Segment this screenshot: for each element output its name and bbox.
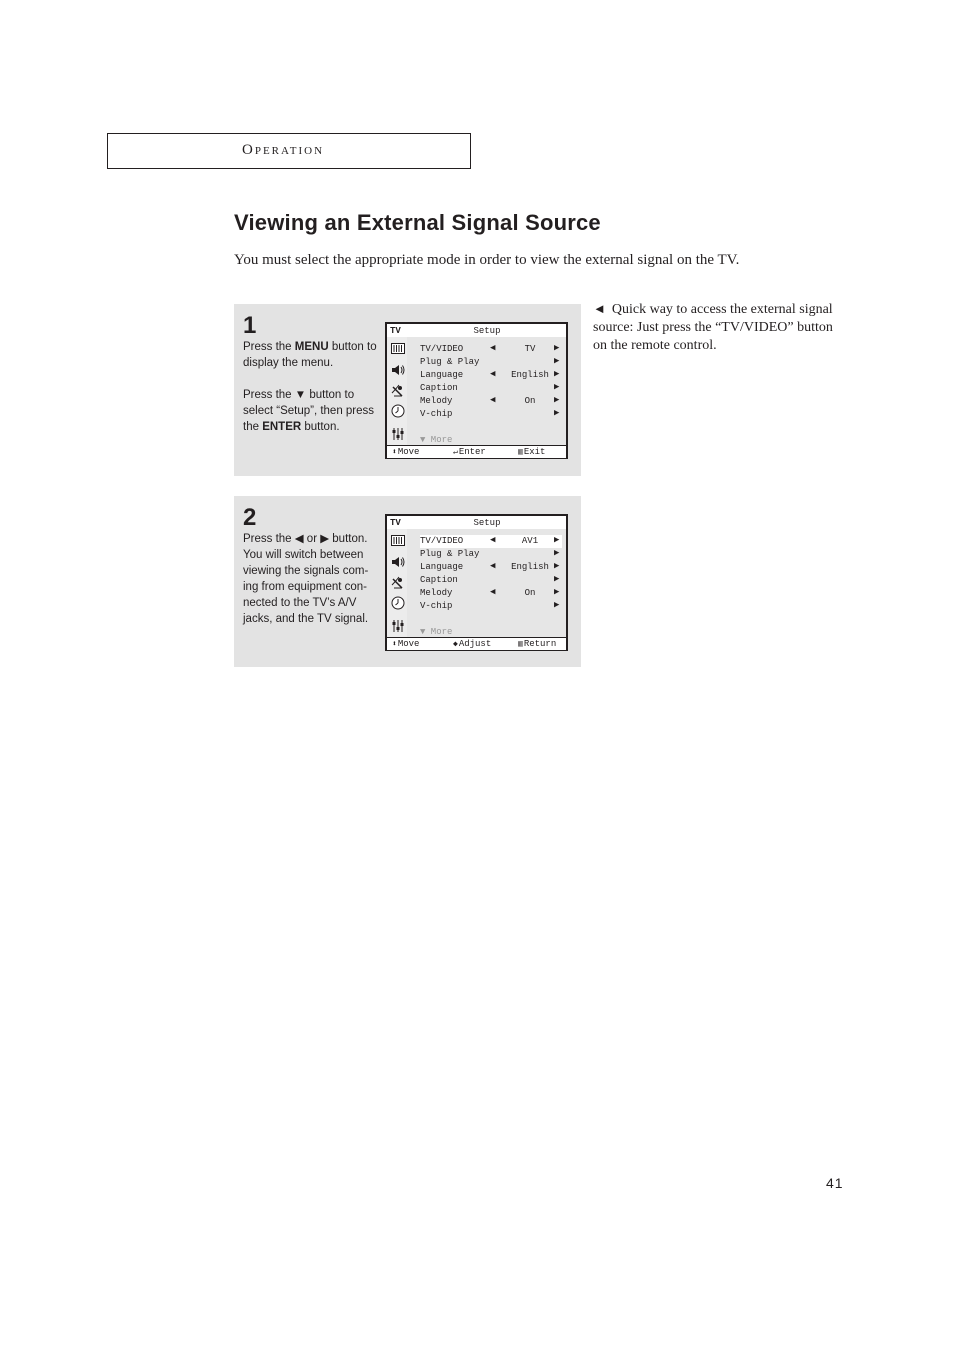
- menu-row-label: TV/VIDEO: [420, 536, 464, 546]
- menu-row-melody[interactable]: [420, 395, 562, 408]
- setup-sliders-icon: [390, 618, 405, 633]
- menu-row-label: TV/VIDEO: [420, 344, 464, 354]
- instruction-paragraph: Press the MENU button to display the menu.: [243, 341, 377, 369]
- osd-sidebar: [387, 529, 407, 637]
- up-down-arrow-icon: ⬍: [392, 448, 397, 457]
- step-2-panel: [234, 496, 581, 667]
- menu-row-caption[interactable]: [420, 382, 562, 395]
- right-arrow-icon: ▶: [554, 561, 560, 571]
- right-arrow-icon: ▶: [554, 548, 560, 558]
- menu-row-melody[interactable]: [420, 587, 562, 600]
- menu-row-label: Language: [420, 562, 464, 572]
- footer-exit: ▥Exit: [518, 447, 546, 457]
- instruction-paragraph: Press the ◀ or ▶ button. You will switch between viewing the signals com-ing from equipment con-nected to the TV’s A/V jacks, and the TV signal.: [243, 533, 369, 625]
- tip-note: [593, 300, 833, 355]
- osd-footer: [387, 637, 566, 650]
- menu-row-plug-play[interactable]: [420, 548, 562, 561]
- clock-icon: [390, 595, 405, 610]
- osd-title: Setup: [473, 326, 501, 336]
- menu-row-caption[interactable]: [420, 574, 562, 587]
- osd-title: Setup: [473, 518, 501, 528]
- menu-row-label: Caption: [420, 383, 458, 393]
- menu-row-label: V-chip: [420, 601, 453, 611]
- footer-return: ▥Return: [518, 639, 557, 649]
- left-arrow-icon: ◀: [490, 561, 496, 571]
- right-arrow-icon: ▶: [554, 356, 560, 366]
- right-arrow-icon: ▶: [554, 574, 560, 584]
- step-1-panel: [234, 304, 581, 476]
- menu-row-tv-video[interactable]: [420, 535, 562, 548]
- menu-row-label: Plug & Play: [420, 357, 480, 367]
- menu-icon: ▥: [518, 640, 523, 649]
- menu-row-language[interactable]: [420, 561, 562, 574]
- picture-icon: [390, 341, 405, 356]
- menu-row-v-chip[interactable]: [420, 600, 562, 613]
- page-title: Viewing an External Signal Source: [234, 210, 601, 235]
- up-down-arrow-icon: ⬍: [392, 640, 397, 649]
- footer-adjust: ◆Adjust: [453, 639, 492, 649]
- right-arrow-icon: ▶: [554, 343, 560, 353]
- menu-icon: ▥: [518, 448, 523, 457]
- right-arrow-icon: ▶: [554, 382, 560, 392]
- right-arrow-icon: ▶: [554, 587, 560, 597]
- osd-tv-label: TV: [390, 518, 401, 528]
- osd-sidebar: [387, 337, 407, 445]
- sound-icon: [390, 554, 405, 569]
- menu-row-label: V-chip: [420, 409, 453, 419]
- left-right-arrow-icon: ◆: [453, 640, 458, 649]
- picture-icon: [390, 533, 405, 548]
- menu-row-label: Melody: [420, 396, 453, 406]
- menu-row-label: Melody: [420, 588, 453, 598]
- channel-antenna-icon: [390, 575, 405, 590]
- menu-row-tv-video[interactable]: [420, 343, 562, 356]
- right-arrow-icon: ▶: [554, 600, 560, 610]
- step-number: 2: [243, 504, 257, 531]
- menu-row-value: English: [511, 562, 549, 572]
- instruction-paragraph: Press the ▼ button to select “Setup”, then press the ENTER button.: [243, 389, 375, 433]
- menu-row-label: Caption: [420, 575, 458, 585]
- menu-row-v-chip[interactable]: [420, 408, 562, 421]
- right-arrow-icon: ▶: [554, 369, 560, 379]
- page-number: 41: [826, 1175, 844, 1191]
- menu-row-plug-play[interactable]: [420, 356, 562, 369]
- osd-setup-menu: [385, 514, 568, 651]
- left-pointer-icon: ◄: [593, 301, 606, 316]
- osd-tv-label: TV: [390, 326, 401, 336]
- right-arrow-icon: ▶: [554, 535, 560, 545]
- menu-row-value: English: [511, 370, 549, 380]
- enter-icon: ↵: [453, 448, 458, 457]
- menu-row-label: Language: [420, 370, 464, 380]
- osd-menu-body: [407, 337, 566, 445]
- step-number: 1: [243, 312, 257, 339]
- section-header-box: [107, 133, 471, 169]
- footer-move: ⬍Move: [392, 639, 420, 649]
- footer-enter: ↵Enter: [453, 447, 486, 457]
- osd-setup-menu: [385, 322, 568, 459]
- right-arrow-icon: ▶: [554, 408, 560, 418]
- intro-text: You must select the appropriate mode in order to view the external signal on the TV.: [234, 252, 740, 268]
- more-indicator: ▼ More: [420, 435, 453, 445]
- menu-row-value: AV1: [521, 536, 539, 546]
- right-arrow-icon: ▶: [554, 395, 560, 405]
- menu-row-value: On: [524, 396, 536, 406]
- step-instructions: [243, 531, 383, 643]
- left-arrow-icon: ◀: [490, 535, 496, 545]
- left-arrow-icon: ◀: [490, 343, 496, 353]
- menu-row-language[interactable]: [420, 369, 562, 382]
- setup-sliders-icon: [390, 426, 405, 441]
- footer-move: ⬍Move: [392, 447, 420, 457]
- more-indicator: ▼ More: [420, 627, 453, 637]
- sound-icon: [390, 362, 405, 377]
- section-label: Operation: [242, 142, 325, 158]
- menu-row-label: Plug & Play: [420, 549, 480, 559]
- menu-row-value: TV: [524, 344, 536, 354]
- osd-header: [387, 516, 566, 529]
- channel-antenna-icon: [390, 383, 405, 398]
- tip-text: Quick way to access the external signal source: Just press the “TV/VIDEO” button on the remote control.: [593, 302, 833, 353]
- osd-header: [387, 324, 566, 337]
- clock-icon: [390, 403, 405, 418]
- menu-row-value: On: [524, 588, 536, 598]
- left-arrow-icon: ◀: [490, 395, 496, 405]
- step-instructions: [243, 339, 383, 451]
- osd-menu-body: [407, 529, 566, 637]
- left-arrow-icon: ◀: [490, 369, 496, 379]
- left-arrow-icon: ◀: [490, 587, 496, 597]
- osd-footer: [387, 445, 566, 458]
